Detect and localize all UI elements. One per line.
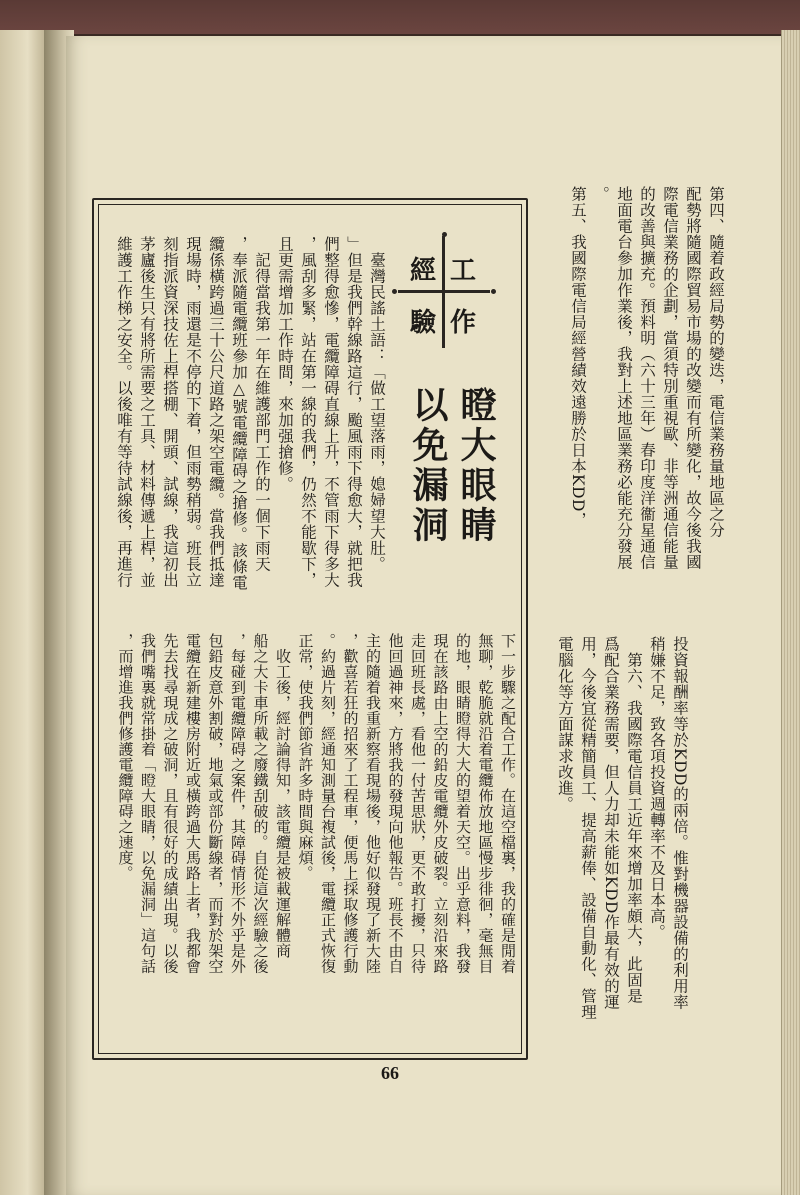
title-line: 瞪大眼睛 <box>455 386 497 546</box>
text-line: 投資報酬率等於KDD的兩倍。惟對機器設備的利用率 <box>671 636 689 1010</box>
text-line: 走回班長處，看他一付苦思狀，更不敢打擾，只待 <box>409 633 427 974</box>
text-line: ，歡喜若狂的招來了工程車，便馬上採取修護行動 <box>341 633 360 974</box>
text-line: 現場時，雨還是不停的下着，但雨勢稍弱。班長立 <box>184 236 202 588</box>
text-line: 刻指派資深技佐上桿搭棚、開頭、試線，我這初出 <box>161 236 179 588</box>
text-line: 包鉛皮意外割破，地氣或部份斷線者，而對於架空 <box>206 633 225 974</box>
upper-article-text <box>566 186 727 606</box>
text-line: 。 <box>592 186 610 202</box>
text-line: ，每碰到電纜障碍之案件，其障碍情形不外乎是外 <box>229 633 247 974</box>
text-line: 他回過神來，方將我的發現向他報告。班長不由自 <box>386 633 405 974</box>
text-line: 電纜在新建樓房附近或橫跨過大馬路上者，我都會 <box>184 633 202 974</box>
badge-char-right: 作 <box>449 308 476 338</box>
lower-right-article-text <box>553 636 691 1061</box>
badge-char-left: 經 <box>409 256 436 286</box>
text-line: 船之大卡車所載之廢鐵刮破的。自從這次經驗之後 <box>251 633 270 974</box>
badge-char-bottom: 驗 <box>409 308 436 338</box>
badge-dot <box>491 289 496 294</box>
boxed-article-lower-text <box>114 633 519 1051</box>
text-line: 纜係橫跨過三十公尺道路之架空電纜。當我們抵達 <box>207 236 225 588</box>
text-line: 稍嫌不足，致各項投資週轉率不及日本高。 <box>648 636 666 940</box>
work-experience-badge <box>398 236 490 356</box>
text-line: 用，今後宜從精簡員工、提高薪俸、設備自動化、管理 <box>579 636 597 1020</box>
text-line: 下一步驟之配合工作。在這空檔裏，我的確是閒着 <box>499 633 517 974</box>
boxed-article-upper-text <box>112 236 388 612</box>
text-line: ，而增進我們修護電纜障碍之速度。 <box>116 633 135 881</box>
text-line: 第四、隨着政經局勢的變迭，電信業務量地區之分 <box>707 186 725 538</box>
text-line: 電腦化等方面謀求改進。 <box>556 636 574 812</box>
text-line: 維護工作梯之安全。以後唯有等待試線後，再進行 <box>115 236 133 588</box>
text-line: 們整得愈慘，電纜障碍直線上升，不管雨下得多大 <box>322 236 340 588</box>
badge-dot <box>442 232 447 237</box>
text-line: 無聊，乾脆就沿着電纜佈放地區慢步徘徊，毫無目 <box>476 633 495 974</box>
badge-char-top: 工 <box>449 256 476 286</box>
badge-cross-horizontal <box>398 290 490 293</box>
text-line: 第六、我國際電信員工近年來增加率頗大，此固是 <box>625 636 643 1004</box>
text-line: 配勢將隨國際貿易市場的改變而有所變化，故今後我國 <box>684 186 702 570</box>
text-line: 」但是我們幹線路這行，颱風雨下得愈大，就把我 <box>345 236 363 588</box>
text-line: 第五、我國際電信局經營績效遠勝於日本KDD， <box>569 186 587 528</box>
text-line: 收工後，經討論得知，該電纜是被載運解體商 <box>274 633 292 959</box>
text-line: ，風刮多緊，站在第一線的我們，仍然不能歇下， <box>299 236 317 588</box>
text-line: 先去找尋現成之破洞，且有很好的成績出現。以後 <box>161 633 180 974</box>
text-line: 臺灣民謠土語：「做工望落雨，媳婦望大肚。 <box>368 236 386 572</box>
text-line: 地面電台參加作業後，我對上述地區業務必能充分發展 <box>615 186 633 570</box>
text-line: 茅廬後生只有將所需要之工具、材料傳遞上桿，並 <box>138 236 156 588</box>
facing-page-edge <box>0 30 46 1195</box>
badge-dot <box>392 289 397 294</box>
text-line: 的改善與擴充。預料明（六十三年）春印度洋衞星通信 <box>638 186 656 570</box>
title-line: 以免漏洞 <box>407 386 449 546</box>
text-line: 的地，眼睛瞪得大大的望着天空。出乎意料，我發 <box>454 633 472 974</box>
text-line: 且更需增加工作時間，來加强搶修。 <box>276 236 294 492</box>
text-line: 正常，使我們節省許多時間與麻煩。 <box>296 633 315 881</box>
book-cover-edge <box>0 0 800 34</box>
page-stack-edge <box>781 30 800 1195</box>
text-line: 。約過片刻，經通知測量台複試後，電纜正式恢復 <box>319 633 337 974</box>
page-number: 66 <box>381 1063 399 1083</box>
article-title <box>404 386 500 546</box>
text-line: 爲配合業務需要，但人力却未能如KDD作最有效的運 <box>602 636 620 1010</box>
text-line: 記得當我第一年在維護部門工作的一個下雨天 <box>253 236 271 572</box>
text-line: 主的隨着我重新察看現場後，他好似發現了新大陸 <box>364 633 382 974</box>
text-line: 我們嘴裏就常掛着「瞪大眼睛，以免漏洞」這句話 <box>139 633 157 974</box>
text-line: 現在該路由上空的鉛皮電纜外皮破裂。立刻沿來路 <box>431 633 450 974</box>
text-line: 際電信業務的企劃，當須特別重視歐、非等洲通信能量 <box>661 186 679 570</box>
text-line: ，奉派隨電纜班參加△號電纜障碍之搶修。該條電 <box>230 236 248 591</box>
